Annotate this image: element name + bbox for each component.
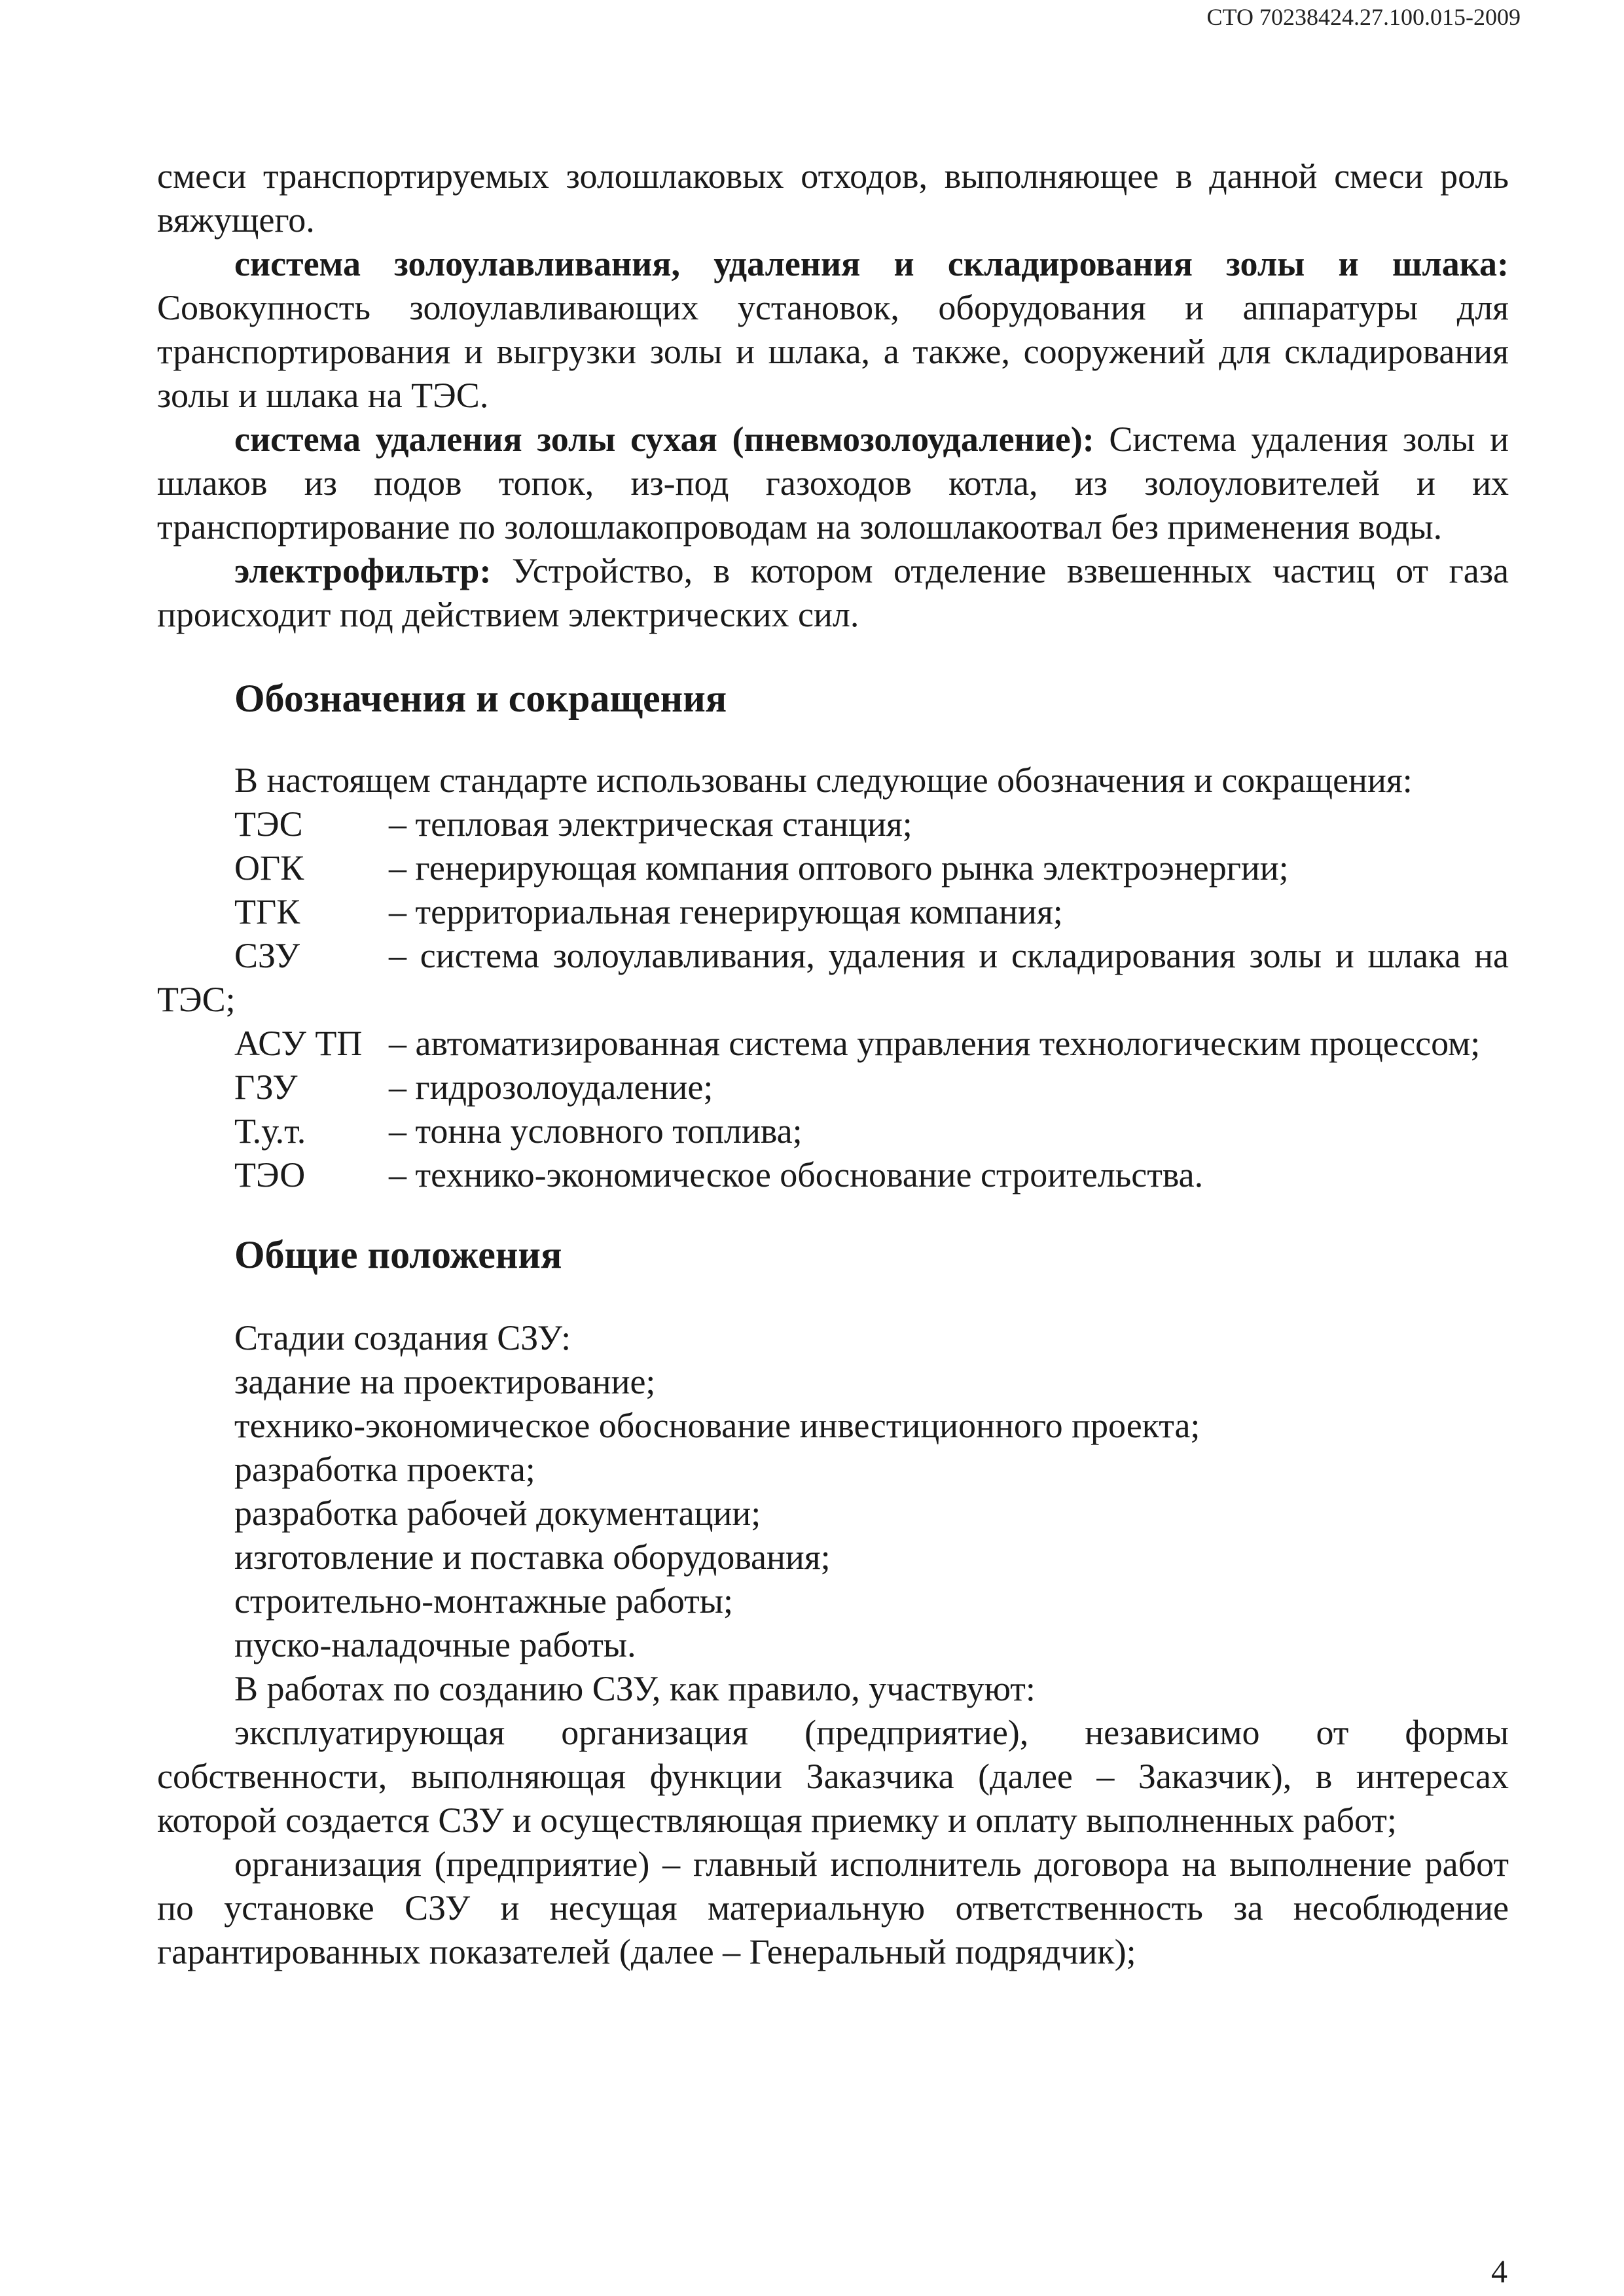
- abbreviation-definition: – система золоулавливания, удаления и складирования золы и шлака на ТЭС;: [157, 936, 1509, 1019]
- definition-term: система удаления золы сухая (пневмозолоудаление):: [234, 420, 1094, 459]
- abbreviation-definition: – технико-экономическое обоснование строительства.: [389, 1155, 1204, 1194]
- definition-item: [157, 242, 1509, 418]
- section-heading-symbols: Обозначения и сокращения: [234, 677, 727, 720]
- abbreviation-code: ОГК: [234, 848, 304, 888]
- abbreviation-definition: – тонна условного топлива;: [389, 1111, 803, 1151]
- abbreviation-definition: – тепловая электрическая станция;: [389, 804, 912, 844]
- abbreviation-item: [157, 1022, 1509, 1066]
- abbreviation-code: ГЗУ: [234, 1067, 298, 1107]
- abbreviation-item: [157, 846, 1509, 890]
- page-number: 4: [1491, 2253, 1507, 2289]
- participant-item: организация (предприятие) – главный исполнитель договора на выполнение работ по установке СЗУ и несущая материальную ответственность за несоблюдение гарантированных показателей (далее – Генеральный подрядчик);: [157, 1844, 1509, 1971]
- definition-item: [157, 418, 1509, 549]
- stages-title: Стадии создания СЗУ:: [234, 1318, 571, 1357]
- abbreviation-code: СЗУ: [234, 936, 300, 975]
- document-code: СТО 70238424.27.100.015-2009: [1206, 4, 1521, 30]
- abbreviation-code: Т.у.т.: [234, 1111, 306, 1151]
- abbreviation-definition: – гидрозолоудаление;: [389, 1067, 713, 1107]
- abbreviation-definition: – генерирующая компания оптового рынка электроэнергии;: [389, 848, 1289, 888]
- abbreviation-item: [157, 890, 1509, 934]
- abbreviation-code: АСУ ТП: [234, 1024, 363, 1063]
- section-heading-general: Общие положения: [234, 1233, 562, 1276]
- abbreviation-item: [157, 1066, 1509, 1109]
- definition-text: Устройство, в котором отделение взвешенных частиц от газа происходит под действием электрических сил.: [157, 551, 1509, 634]
- stage-item: изготовление и поставка оборудования;: [234, 1537, 831, 1577]
- definition-text: Система удаления золы и шлаков из подов топок, из-под газоходов котла, из золоуловителей и их транспортирование по золошлакопроводам на золошлакоотвал без применения воды.: [157, 420, 1509, 547]
- participant-item: эксплуатирующая организация (предприятие), независимо от формы собственности, выполняющая функции Заказчика (далее – Заказчик), в интересах которой создается СЗУ и осуществляющая приемку и оплату выполненных работ;: [157, 1713, 1509, 1840]
- abbreviation-item: [157, 1153, 1509, 1197]
- abbreviation-item: [157, 934, 1509, 1022]
- definition-item: [157, 549, 1509, 637]
- abbreviation-definition: – территориальная генерирующая компания;: [389, 892, 1063, 931]
- definition-term: система золоулавливания, удаления и складирования золы и шлака:: [234, 244, 1509, 283]
- abbreviation-code: ТГК: [234, 892, 300, 931]
- stage-item: пуско-наладочные работы.: [234, 1625, 636, 1664]
- definition-text: Совокупность золоулавливающих установок, оборудования и аппаратуры для транспортирования и выгрузки золы и шлака, а также, сооружений для складирования золы и шлака на ТЭС.: [157, 288, 1509, 415]
- stage-item: технико-экономическое обоснование инвестиционного проекта;: [234, 1406, 1200, 1445]
- abbreviation-code: ТЭС: [234, 804, 303, 844]
- symbols-intro: В настоящем стандарте использованы следующие обозначения и сокращения:: [234, 761, 1413, 800]
- abbreviation-definition: – автоматизированная система управления технологическим процессом;: [389, 1024, 1481, 1063]
- page-content: [157, 154, 1509, 1974]
- stage-item: разработка рабочей документации;: [234, 1494, 761, 1533]
- participants-title: В работах по созданию СЗУ, как правило, участвуют:: [234, 1669, 1036, 1708]
- abbreviation-code: ТЭО: [234, 1155, 306, 1194]
- stage-item: задание на проектирование;: [234, 1362, 656, 1401]
- stage-item: строительно-монтажные работы;: [234, 1581, 734, 1621]
- abbreviation-item: [157, 1109, 1509, 1153]
- stage-item: разработка проекта;: [234, 1450, 535, 1489]
- definition-term: электрофильтр:: [234, 551, 492, 590]
- continued-paragraph: смеси транспортируемых золошлаковых отходов, выполняющее в данной смеси роль вяжущего.: [157, 156, 1509, 240]
- abbreviation-item: [157, 802, 1509, 846]
